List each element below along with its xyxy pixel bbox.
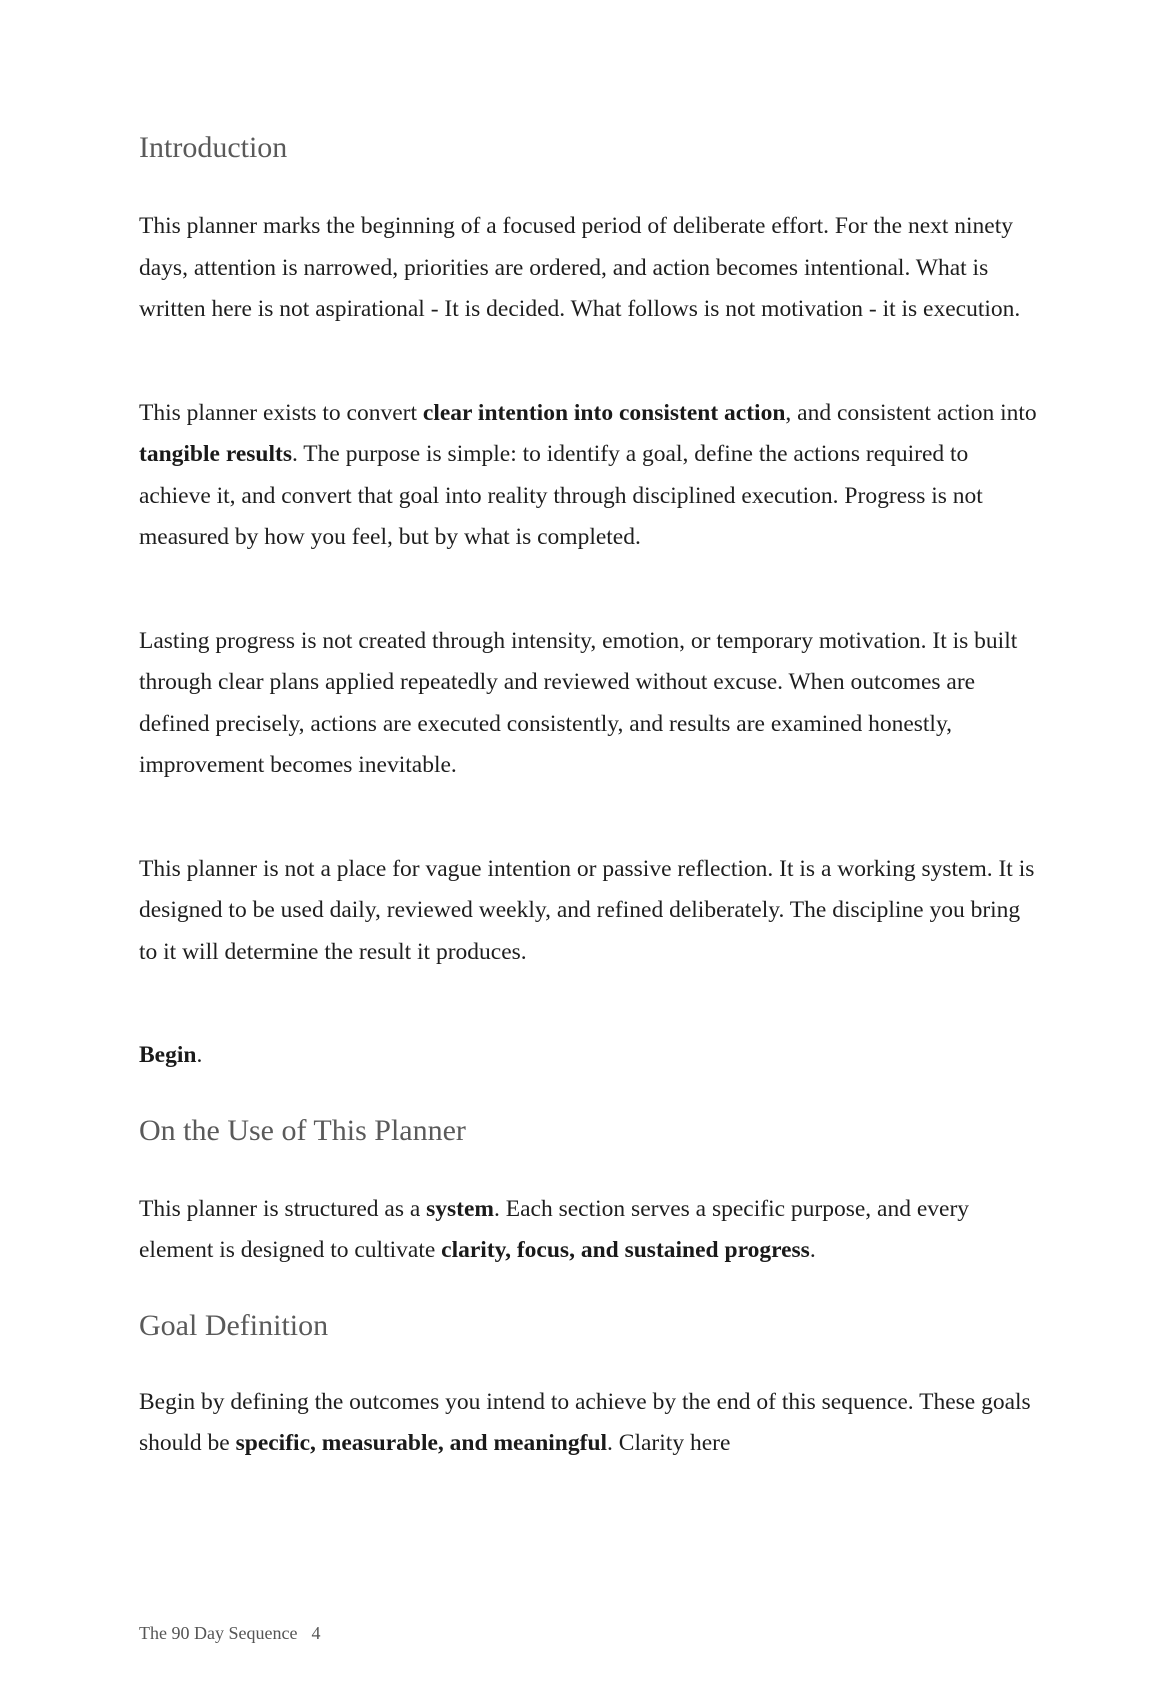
paragraph-3: Lasting progress is not created through intensity, emotion, or temporary motivation. It is built through clear plans applied repeatedly and reviewed without excuse. When outcomes are defined precisely, actions are executed consistently, and results are examined honestly, improvement becomes inevitable. xyxy=(139,627,1018,778)
p6-bold-2: clarity, focus, and sustained progress xyxy=(441,1237,810,1263)
p7-text-a: Begin by defining the outcomes you intend to achieve by the end of this sequence. These goals should be xyxy=(139,1388,1031,1456)
footer-title: The 90 Day Sequence xyxy=(139,1623,298,1643)
paragraph-6 xyxy=(139,1189,1039,1272)
page-number: 4 xyxy=(311,1623,321,1643)
p6-text-d: . xyxy=(809,1237,816,1263)
paragraph-7 xyxy=(139,1382,1039,1465)
section-heading-use: On the Use of This Planner xyxy=(139,1113,466,1147)
p2-bold-2: tangible results xyxy=(139,441,292,467)
p2-text-d: . The purpose is simple: to identify a goal, define the actions required to achieve it, and convert that goal into reality through disciplined execution. Progress is not measured by how you feel, but by what is completed. xyxy=(139,441,983,550)
p2-text-a: This planner exists to convert xyxy=(139,399,423,426)
p2-bold-1: clear intention into consistent action xyxy=(422,399,786,426)
p6-text-a: This planner is structured as a xyxy=(139,1195,427,1222)
begin-bold: Begin xyxy=(139,1042,197,1068)
paragraph-begin xyxy=(139,1035,1039,1077)
section-heading-goal-definition: Goal Definition xyxy=(139,1308,329,1342)
page-footer xyxy=(139,1623,320,1644)
page-content xyxy=(139,128,1039,1465)
p7-text-c: . Clarity here xyxy=(607,1430,731,1456)
p2-text-c: , and consistent action into xyxy=(785,399,1037,426)
p6-bold-1: system xyxy=(426,1195,495,1222)
begin-period: . xyxy=(196,1042,203,1068)
paragraph-1: This planner marks the beginning of a focused period of deliberate effort. For the next ninety days, attention is narrowed, priorities are ordered, and action becomes intentional. What is written here is not aspirational - It is decided. What follows is not motivation - it is execution. xyxy=(139,213,1021,322)
paragraph-2 xyxy=(139,393,1039,559)
p7-bold: specific, measurable, and meaningful xyxy=(235,1430,608,1456)
paragraph-4: This planner is not a place for vague intention or passive reflection. It is a working system. It is designed to be used daily, reviewed weekly, and refined deliberately. The discipline you bring to it will determine the result it produces. xyxy=(139,855,1035,965)
section-heading-introduction: Introduction xyxy=(139,131,288,164)
p6-text-c: . Each section serves a specific purpose, and every element is designed to cultivate xyxy=(139,1195,970,1263)
